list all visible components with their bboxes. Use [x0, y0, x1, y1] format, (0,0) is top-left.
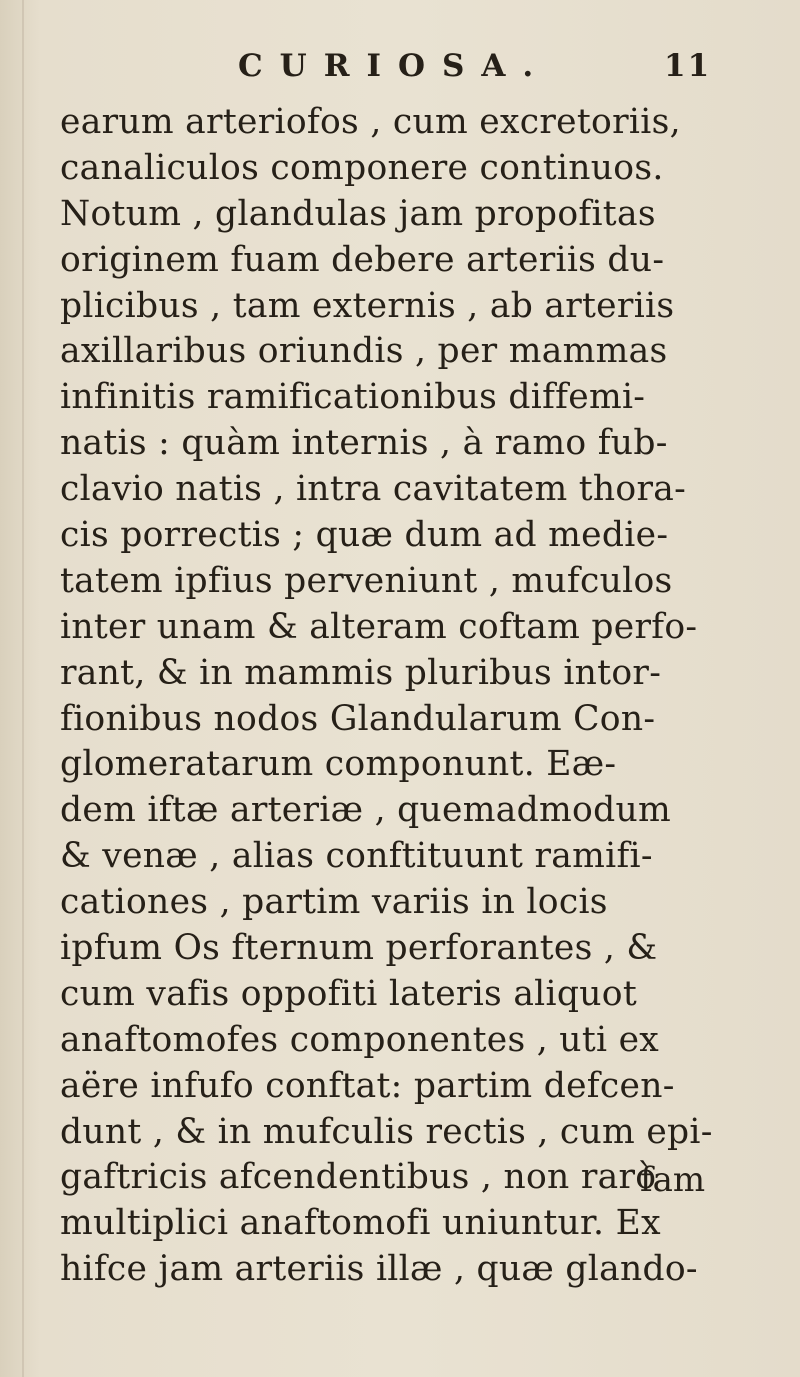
body-text [60, 100, 760, 1293]
text-line: cis porrectis ; quæ dum ad medie- [60, 515, 669, 556]
text-line: earum arteriofos , cum excretoriis, [60, 102, 681, 142]
text-line: natis : quàm internis , à ramo fub- [60, 423, 668, 464]
text-line: cum vafis oppofiti lateris aliquot [60, 973, 637, 1014]
text-line: hifce jam arteriis illæ , quæ glando- [60, 1249, 698, 1290]
text-line: originem fuam debere arteriis du- [60, 239, 665, 280]
text-line: anaftomofes componentes , uti ex [60, 1019, 660, 1060]
text-line: inter unam & alteram coftam perfo- [60, 606, 698, 647]
text-line: axillaribus oriundis , per mammas [60, 331, 668, 372]
text-line: dunt , & in mufculis rectis , cum epi- [60, 1111, 713, 1152]
text-line: glomeratarum componunt. Eæ- [60, 744, 617, 785]
page-footer [0, 1160, 800, 1200]
page-header [238, 48, 738, 94]
text-line: ipfum Os fternum perforantes , & [60, 928, 658, 969]
text-line: rant, & in mammis pluribus intor- [60, 652, 662, 693]
text-line: Notum , glandulas jam propofitas [60, 193, 656, 234]
text-line: dem iftæ arteriæ , quemadmodum [60, 790, 672, 831]
text-line: canaliculos componere continuos. [60, 147, 664, 188]
text-line: plicibus , tam externis , ab arteriis [60, 285, 675, 326]
text-line: clavio natis , intra cavitatem thora- [60, 469, 687, 510]
text-line: fionibus nodos Glandularum Con- [60, 698, 656, 739]
running-head: CURIOSA. [238, 48, 551, 84]
text-line: infinitis ramificationibus diffemi- [60, 377, 646, 418]
text-line: cationes , partim variis in locis [60, 882, 608, 923]
text-line: tatem ipfius perveniunt , mufculos [60, 560, 673, 601]
text-line: gaftricis afcendentibus , non rarò [60, 1157, 657, 1198]
page-number: 11 [664, 48, 712, 84]
text-line: & venæ , alias conftituunt ramifi- [60, 836, 653, 877]
text-line: multiplici anaftomofi uniuntur. Ex [60, 1203, 661, 1244]
catchword: fam [640, 1160, 706, 1200]
text-line: aëre infufo conftat: partim defcen- [60, 1065, 675, 1106]
